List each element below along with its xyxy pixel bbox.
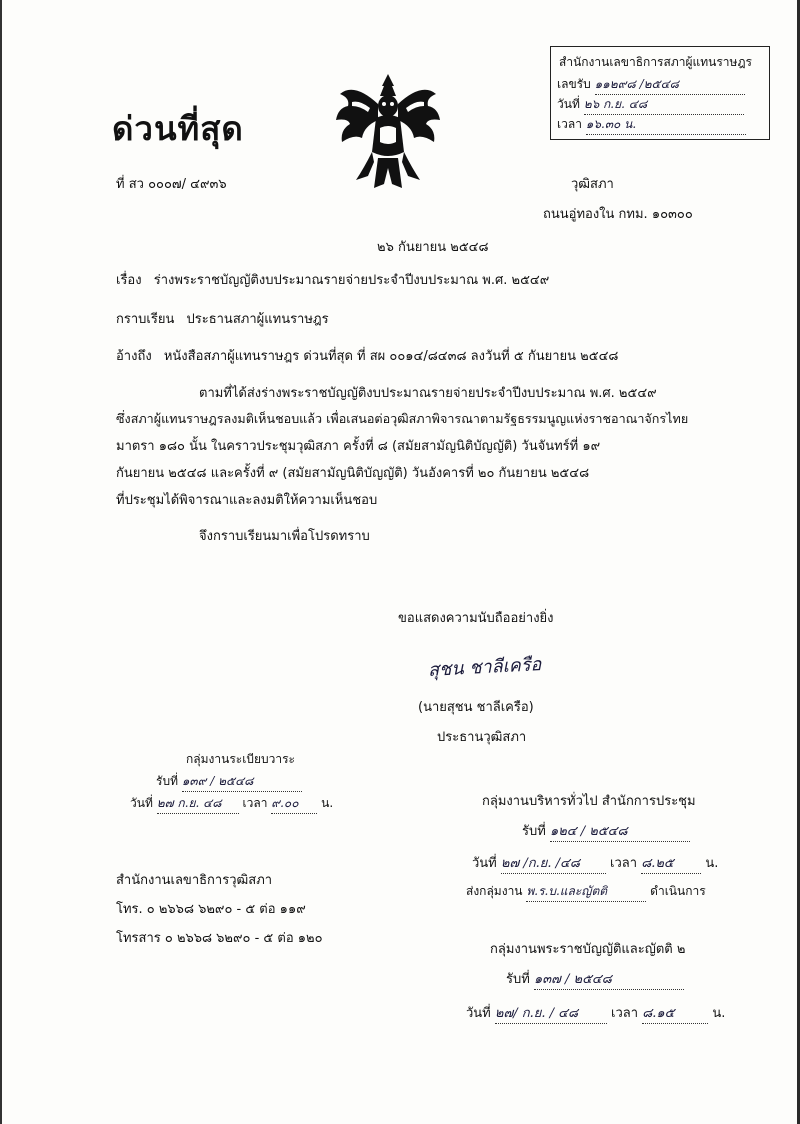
stamp-bills-date-label: วันที่ (466, 1006, 491, 1021)
stamp-date-value: ๒๖ ก.ย. ๔๘ (584, 95, 744, 115)
salutation-line (116, 308, 329, 329)
stamp-agenda-title: กลุ่มงานระเบียบวาระ (186, 752, 295, 766)
stamp-agenda-time-value: ๙.๐๐ (271, 794, 317, 814)
letter-date: ๒๖ กันยายน ๒๕๔๘ (377, 240, 489, 255)
stamp-date-label: วันที่ (557, 97, 580, 111)
stamp-bills-time-suffix: น. (712, 1006, 726, 1021)
stamp-admin-time-value: ๘.๒๕ (641, 852, 701, 874)
stamp-agenda-rec-label: รับที่ (156, 774, 178, 788)
signer-name: (นายสุชน ชาลีเครือ) (418, 700, 534, 715)
stamp-bills-date-value: ๒๗/ ก.ย. / ๔๘ (495, 1002, 607, 1024)
stamp-admin-title: กลุ่มงานบริหารทั่วไป สำนักการประชุม (482, 794, 696, 809)
closing-request: จึงกราบเรียนมาเพื่อโปรดทราบ (199, 529, 370, 544)
stamp-agenda-time-suffix: น. (321, 796, 334, 810)
stamp-bills-date (466, 1002, 725, 1024)
stamp-general-admin (462, 790, 762, 910)
sender-org: วุฒิสภา (571, 177, 614, 192)
stamp-bills-rec-value: ๑๓๗ / ๒๕๔๘ (534, 968, 684, 990)
stamp-admin-forward-suffix: ดำเนินการ (650, 884, 706, 898)
stamp-bills-motions (462, 938, 762, 1028)
footer-fax: โทรสาร ๐ ๒๖๖๘ ๖๒๙๐ - ๕ ต่อ ๑๒๐ (116, 931, 323, 946)
stamp-admin-rec-label: รับที่ (522, 824, 546, 839)
stamp-time-label: เวลา (557, 117, 582, 131)
reference-text: หนังสือสภาผู้แทนราษฎร ด่วนที่สุด ที่ สผ ๐๐๑๔/๘๔๓๘ ลงวันที่ ๕ กันยายน ๒๕๔๘ (163, 349, 619, 364)
stamp-no-label: เลขรับ (557, 77, 591, 91)
stamp-admin-date (472, 852, 718, 874)
stamp-admin-time-label: เวลา (610, 856, 638, 871)
stamp-agenda-group (116, 750, 346, 830)
footer-phone: โทร. ๐ ๒๖๖๘ ๖๒๙๐ - ๕ ต่อ ๑๑๙ (116, 902, 306, 917)
sender-address: ถนนอู่ทองใน กทม. ๑๐๓๐๐ (543, 207, 693, 222)
stamp-date-row (557, 95, 744, 115)
stamp-admin-date-value: ๒๗ /ก.ย. /๔๘ (501, 852, 606, 874)
subject-label: เรื่อง (116, 273, 142, 288)
stamp-no-row (557, 75, 745, 95)
signer-title: ประธานวุฒิสภา (437, 730, 527, 745)
urgency-heading: ด่วนที่สุด (112, 109, 244, 148)
stamp-admin-rec-value: ๑๒๔ / ๒๕๔๘ (550, 820, 690, 842)
stamp-agenda-time-label: เวลา (242, 796, 268, 810)
stamp-admin-time-suffix: น. (705, 856, 719, 871)
body-line-2: ซึ่งสภาผู้แทนราษฎรลงมติเห็นชอบแล้ว เพื่อเสนอต่อวุฒิสภาพิจารณาตามรัฐธรรมนูญแห่งราชอาณาจักรไทย (116, 411, 689, 426)
stamp-agenda-date (130, 794, 333, 814)
complimentary-close: ขอแสดงความนับถืออย่างยิ่ง (398, 611, 554, 626)
stamp-bills-rec-label: รับที่ (506, 972, 530, 987)
stamp-time-row (557, 115, 746, 135)
body-line-5: ที่ประชุมได้พิจารณาและลงมติให้ความเห็นชอบ (116, 493, 378, 508)
stamp-time-value: ๑๖.๓๐ น. (586, 115, 746, 135)
stamp-agenda-rec (156, 772, 302, 792)
salutation-label: กราบเรียน (116, 312, 175, 327)
stamp-admin-rec (522, 820, 690, 842)
stamp-admin-forward-label: ส่งกลุ่มงาน (466, 884, 523, 898)
stamp-office: สำนักงานเลขาธิการสภาผู้แทนราษฎร (559, 55, 752, 69)
stamp-agenda-date-label: วันที่ (130, 796, 153, 810)
stamp-bills-time-label: เวลา (611, 1006, 639, 1021)
stamp-bills-title: กลุ่มงานพระราชบัญญัติและญัตติ ๒ (490, 942, 686, 957)
body-line-1: ตามที่ได้ส่งร่างพระราชบัญญัติงบประมาณรายจ่ายประจำปีงบประมาณ พ.ศ. ๒๕๔๙ (199, 386, 657, 401)
stamp-admin-forward-value: พ.ร.บ.และญัตติ (526, 882, 646, 902)
receipt-stamp-top (550, 46, 770, 140)
garuda-emblem (334, 72, 442, 192)
reference-line (116, 345, 618, 366)
stamp-agenda-rec-value: ๑๓๙ / ๒๕๔๘ (182, 772, 302, 792)
reference-number: ที่ สว ๐๐๐๗/ ๔๙๓๖ (116, 177, 227, 192)
body-line-4: กันยายน ๒๕๔๘ และครั้งที่ ๙ (สมัยสามัญนิติบัญญัติ) วันอังคารที่ ๒๐ กันยายน ๒๕๔๘ (116, 466, 590, 481)
stamp-no-value: ๑๑๒๙๘ /๒๕๔๘ (595, 75, 745, 95)
stamp-bills-rec (506, 968, 684, 990)
salutation-text: ประธานสภาผู้แทนราษฎร (186, 312, 329, 327)
stamp-admin-date-label: วันที่ (472, 856, 497, 871)
handwritten-signature: สุชน ชาลีเครือ (427, 654, 542, 681)
footer-office: สำนักงานเลขาธิการวุฒิสภา (116, 873, 273, 888)
subject-line (116, 269, 549, 290)
reference-label: อ้างถึง (116, 349, 152, 364)
stamp-admin-forward (466, 882, 706, 902)
subject-text: ร่างพระราชบัญญัติงบประมาณรายจ่ายประจำปีงบประมาณ พ.ศ. ๒๕๔๙ (153, 273, 550, 288)
scan-border-left (0, 0, 2, 1124)
stamp-bills-time-value: ๘.๑๕ (642, 1002, 708, 1024)
body-line-3: มาตรา ๑๘๐ นั้น ในคราวประชุมวุฒิสภา ครั้งที่ ๘ (สมัยสามัญนิติบัญญัติ) วันจันทร์ที่ ๑๙ (116, 439, 601, 454)
stamp-agenda-date-value: ๒๗ ก.ย. ๔๘ (157, 794, 239, 814)
